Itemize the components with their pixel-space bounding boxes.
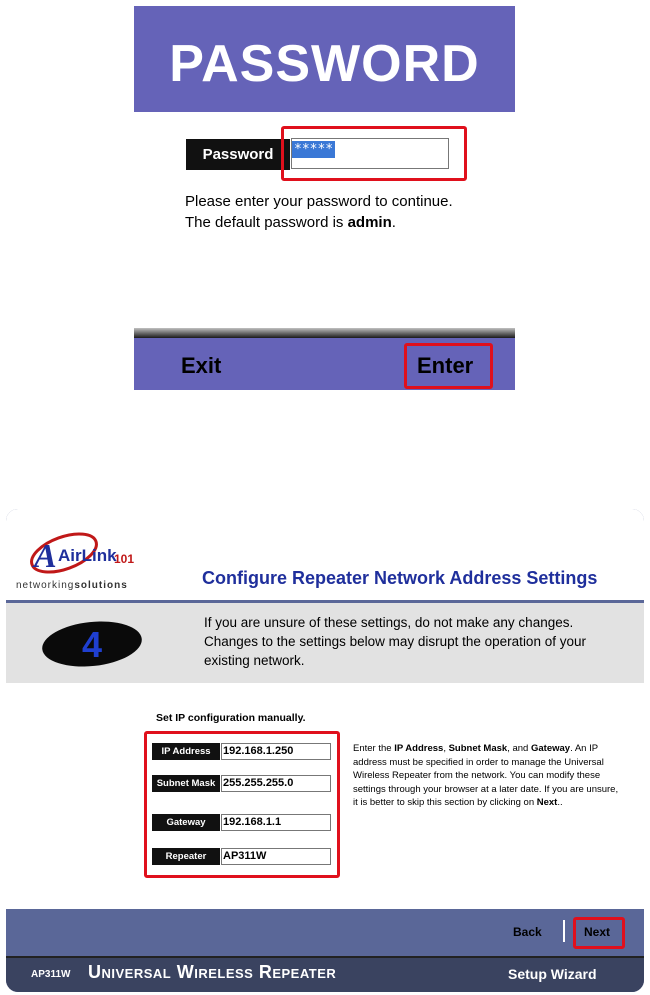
- help-segment: , and: [507, 743, 531, 754]
- divider: [134, 328, 515, 338]
- password-dialog: [134, 6, 515, 390]
- help-bold: IP Address: [394, 743, 444, 754]
- back-button[interactable]: Back: [513, 925, 542, 939]
- page-title: Configure Repeater Network Address Settings: [202, 568, 598, 588]
- side-help-text: [353, 742, 625, 810]
- repeater-name-label: Repeater Name: [152, 848, 220, 865]
- enter-button[interactable]: Enter: [417, 353, 474, 378]
- svg-text:A: A: [34, 538, 57, 575]
- section-title: Set IP configuration manually.: [156, 712, 306, 724]
- step-number: 4: [81, 624, 103, 665]
- gateway-label: Gateway: [152, 814, 220, 831]
- help-segment: . An IP address must be specified in order to manage the Universal Wireless Repeater from the network. You can modify these settings through your browser at a later date. If you are unsure, it is better to skip this section by clicking on: [353, 743, 619, 808]
- default-password: admin: [347, 214, 392, 231]
- password-help-text: [185, 191, 465, 233]
- brand-number: 101: [114, 552, 135, 566]
- fields-highlight: [144, 731, 340, 878]
- subnet-mask-input[interactable]: 255.255.255.0: [221, 775, 331, 792]
- navigation-bar: [6, 909, 644, 956]
- ip-address-input[interactable]: 192.168.1.250: [221, 743, 331, 760]
- setup-wizard-window: [6, 509, 644, 992]
- password-value: *****: [294, 142, 334, 157]
- step-number-badge: [40, 619, 144, 669]
- password-input-highlight: [281, 126, 467, 181]
- help-bold: Subnet Mask: [448, 743, 508, 754]
- warning-text: If you are unsure of these settings, do not make any changes. Changes to the settings below may disrupt the operation of your existing network.: [204, 615, 586, 668]
- next-button[interactable]: Next: [584, 925, 611, 939]
- repeater-name-input[interactable]: AP311W: [221, 848, 331, 865]
- tagline: [16, 580, 128, 591]
- next-button-highlight: [573, 917, 625, 949]
- help-text: Please enter your password to continue. The default password is: [185, 193, 453, 231]
- dialog-title: PASSWORD: [169, 35, 480, 93]
- help-segment: ,: [443, 743, 449, 754]
- help-bold: Gateway: [530, 743, 571, 754]
- product-name: Universal Wireless Repeater: [88, 962, 337, 982]
- brand-name: AirLink: [58, 546, 117, 565]
- password-label: Password: [186, 139, 290, 170]
- wizard-label: Setup Wizard: [508, 966, 597, 982]
- enter-button-highlight: [404, 343, 493, 389]
- help-bold: Next: [536, 797, 558, 808]
- tagline-prefix: networking: [16, 580, 75, 591]
- exit-button[interactable]: Exit: [181, 353, 222, 378]
- help-segment: ..: [557, 797, 563, 808]
- subnet-mask-label: Subnet Mask: [152, 775, 220, 792]
- help-segment: Enter the: [353, 743, 395, 754]
- help-text-end: .: [391, 214, 396, 231]
- gateway-input[interactable]: 192.168.1.1: [221, 814, 331, 831]
- tagline-bold: solutions: [74, 580, 128, 591]
- model-name: AP311W: [31, 969, 71, 980]
- ip-address-label: IP Address: [152, 743, 220, 760]
- nav-separator: [563, 920, 565, 942]
